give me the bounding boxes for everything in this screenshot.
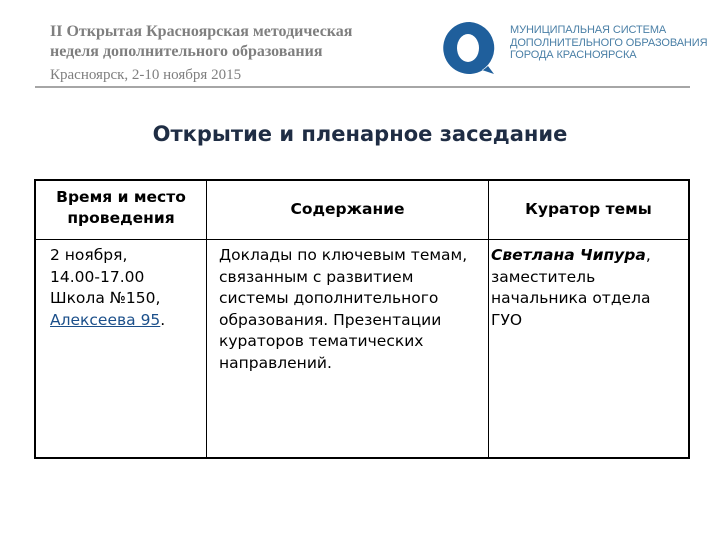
conference-dates: Красноярск, 2-10 ноября 2015 (50, 67, 242, 83)
curator-name: Светлана Чипура (491, 246, 646, 264)
conference-title-line2: неделя дополнительного образования (50, 43, 323, 60)
header-divider (35, 86, 690, 88)
event-school: Школа №150, (50, 289, 161, 307)
org-name-line2: ДОПОЛНИТЕЛЬНОГО ОБРАЗОВАНИЯ (510, 36, 708, 49)
page-title: Открытие и пленарное заседание (152, 122, 568, 146)
column-divider (488, 181, 489, 457)
time-place-cell (50, 245, 206, 331)
address-link[interactable]: Алексеева 95 (50, 310, 161, 329)
conference-info (50, 22, 380, 85)
header-content: Содержание (290, 200, 405, 218)
curator-cell (491, 245, 686, 331)
org-name (510, 24, 710, 62)
header-curator: Куратор темы (525, 200, 652, 218)
content-cell: Доклады по ключевым темам, связанным с развитием системы дополнительного образования. Презентации кураторов тематических направлений. (219, 246, 468, 372)
org-name-line1: МУНИЦИПАЛЬНАЯ СИСТЕМА (510, 24, 667, 36)
conference-title-line1: II Открытая Красноярская методическая (50, 23, 353, 40)
curator-comma: , (645, 246, 651, 264)
address-period: . (160, 310, 166, 329)
event-date: 2 ноября, (50, 246, 128, 264)
header-time-place: Время и место проведения (56, 188, 186, 227)
org-name-line3: ГОРОДА КРАСНОЯРСКА (510, 49, 637, 61)
column-divider (206, 181, 207, 457)
curator-role: заместитель начальника отдела ГУО (491, 267, 651, 329)
header-row-divider (36, 239, 688, 240)
schedule-table (34, 179, 690, 459)
logo-icon (438, 18, 502, 76)
event-hours: 14.00-17.00 (50, 267, 145, 286)
